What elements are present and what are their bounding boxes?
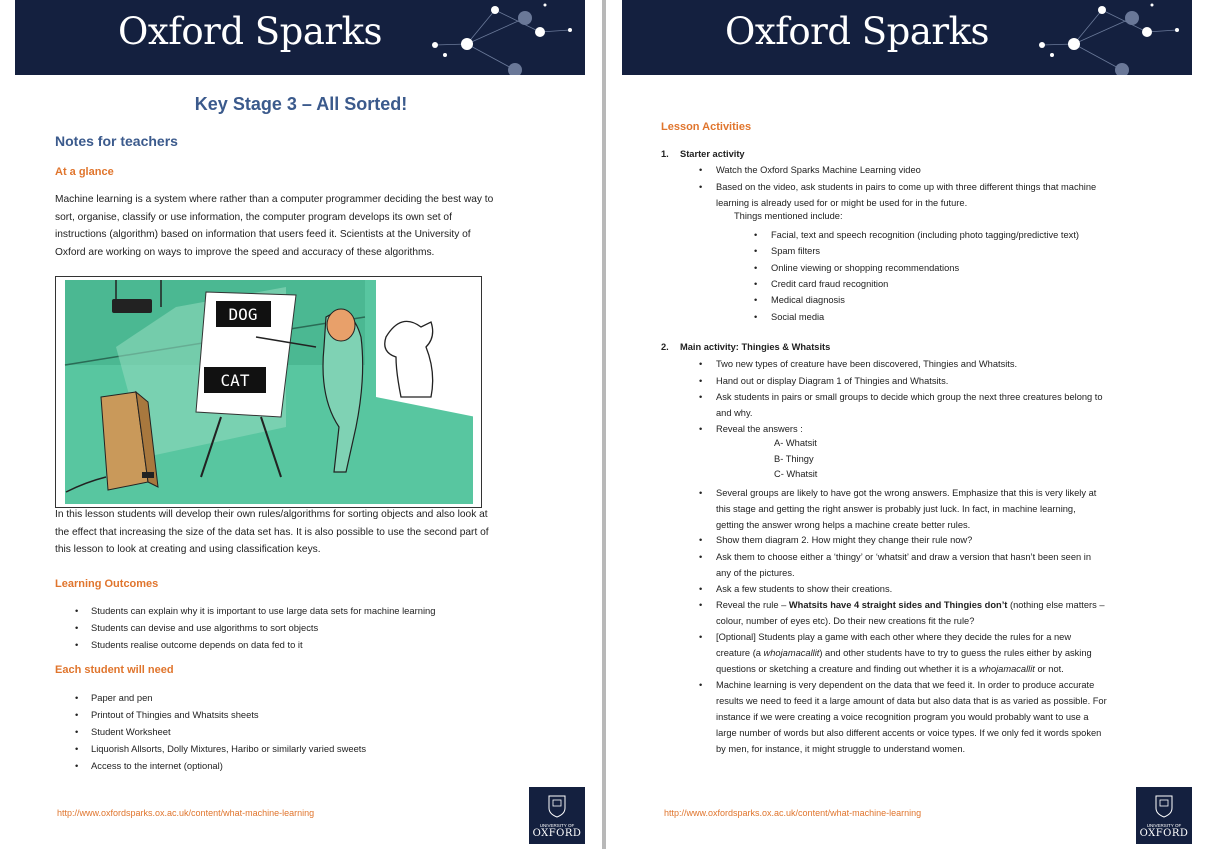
list-item: • Student Worksheet [55,723,366,740]
bullet-item [716,485,1151,533]
bullet-item [716,629,1151,677]
bullet-line: this stage and getting the right answer is probably just luck. In fact, in machine learning, [716,504,1076,514]
lesson-paragraph [55,506,545,559]
section-title: Main activity: Thingies & Whatsits [680,342,831,352]
bullet-line: • Ask students in pairs or small groups to decide which group the next three creatures belong to [716,392,1103,402]
text-span: questions or sketching a creature and finding out whether it is a [716,664,980,674]
bullet-item: • Reveal the answers : [716,421,1151,437]
rule-suffix: (nothing else matters – [1007,600,1105,610]
text-span: or not. [1034,664,1064,674]
bullet-item: • Show them diagram 2. How might they change their rule now? [716,532,1151,548]
rule-prefix: Reveal the rule – [716,600,789,610]
bullet-item: • Two new types of creature have been discovered, Thingies and Whatsits. [716,356,1151,372]
outcomes-list [55,602,435,653]
bullet-item [716,597,1151,629]
list-item: • Online viewing or shopping recommendations [771,260,1206,276]
glance-line: instructions (algorithm) based on information that users feed it. Scientists at the University of [55,229,471,241]
page-2 [606,0,1209,849]
footer-url-link[interactable]: http://www.oxfordsparks.ox.ac.uk/content/what-machine-learning [664,808,922,818]
logo-oxford: OXFORD [532,828,582,839]
lesson-line: the effect that increasing the size of the data set has. It is also possible to use the second part of [55,526,489,538]
needs-list [55,689,366,774]
list-item: • Social media [771,309,1206,325]
bullet-line: learning is already used for or might be used for in the future. [716,198,968,208]
bullet-line: and why. [716,408,753,418]
bullet-item: • Hand out or display Diagram 1 of Thingies and Whatsits. [716,373,1151,389]
need-heading: Each student will need [55,664,174,676]
text-span: ) and other students have to try to guess the rules either by asking [819,648,1092,658]
notes-heading: Notes for teachers [55,133,178,149]
lesson-activities [606,0,1209,849]
page-1 [0,0,602,849]
italic-term: whojamacallit [979,664,1035,674]
header-banner [15,0,585,75]
list-item: • Students can explain why it is important to use large data sets for machine learning [55,602,435,619]
rule-bold: Whatsits have 4 straight sides and Thingies don’t [788,600,1008,610]
constellation-graphic [415,0,585,75]
list-item: • Credit card fraud recognition [771,276,1206,292]
list-item: • Access to the internet (optional) [55,757,366,774]
answer-item: A- Whatsit [774,438,817,448]
glance-line: Machine learning is a system where rather than a computer programmer deciding the best way to [55,194,494,205]
section-number: 1. [661,149,669,159]
bullet-item: • Watch the Oxford Sparks Machine Learning video [716,162,1151,178]
cat-word: CAT [220,371,250,390]
italic-term: whojamacallit [763,648,820,658]
illustration-svg [56,277,481,507]
list-item: • Liquorish Allsorts, Dolly Mixtures, Haribo or similarly varied sweets [55,740,366,757]
bullet-line: by men, for instance, it might struggle to understand women. [716,744,966,754]
bullet-item [716,677,1151,757]
bullet-line [716,597,1151,613]
things-label: Things mentioned include: [734,211,843,221]
list-item: • Printout of Thingies and Whatsits sheets [55,706,366,723]
glance-heading: At a glance [55,166,114,178]
bullet-line: • Several groups are likely to have got the wrong answers. Emphasize that this is very likely at [716,488,1097,498]
oxford-logo [1136,787,1192,844]
crest-icon [1154,794,1174,818]
bullet-item: • Ask a few students to show their creations. [716,581,1151,597]
answer-item: B- Thingy [774,454,814,464]
brand-title: Oxford Sparks [118,10,382,53]
footer-url-link[interactable]: http://www.oxfordsparks.ox.ac.uk/content/what-machine-learning [57,808,315,818]
bullet-line: • Based on the video, ask students in pairs to come up with three different things that machine [716,182,1097,192]
activities-heading: Lesson Activities [661,121,752,133]
list-item: • Medical diagnosis [771,292,1206,308]
glance-line: Oxford are working on ways to improve the speed and accuracy of these algorithms. [55,246,435,258]
bullet-line: colour, number of eyes etc). Do their new creations fit the rule? [716,616,975,626]
list-item: • Spam filters [771,243,1206,259]
list-item: • Facial, text and speech recognition (including photo tagging/predictive text) [771,227,1206,243]
bullet-line [716,645,1151,661]
crest-icon [547,794,567,818]
bullet-line: • Machine learning is very dependent on the data that we feed it. In order to produce accurate [716,680,1095,690]
outcomes-heading: Learning Outcomes [55,578,159,590]
bullet-line: instance if we were creating a voice recognition program you would probably want to use a [716,712,1089,722]
bullet-line: getting the answer wrong helps a machine create better rules. [716,520,971,530]
logo-university-of: UNIVERSITY OF [1146,823,1182,828]
bullet-line: large number of words but also different accents or voice types. If we only fed it words spoken [716,728,1102,738]
bullet-line: any of the pictures. [716,568,795,578]
section-title: Starter activity [680,149,745,159]
bullet-item [716,389,1151,421]
lesson-line: In this lesson students will develop their own rules/algorithms for sorting objects and also look at [55,509,488,520]
section-number: 2. [661,342,669,352]
glance-line: sort, organise, classify or use information, the computer program develops its own set of [55,211,452,223]
classroom-illustration [55,276,482,508]
logo-oxford: OXFORD [1139,828,1189,839]
dog-word: DOG [228,305,258,324]
bullet-line: results we need to feed it a large amount of data but also data that is as varied as possible. For [716,696,1107,706]
brand-title: Oxford Sparks [725,10,989,53]
answer-item: C- Whatsit [774,469,818,479]
bullet-line [716,661,1151,677]
bullet-item [716,549,1151,581]
list-item: • Paper and pen [55,689,366,706]
list-item: • Students can devise and use algorithms to sort objects [55,619,435,636]
text-span: creature (a [716,648,764,658]
logo-university-of: UNIVERSITY OF [539,823,575,828]
glance-paragraph [55,191,545,261]
oxford-logo [529,787,585,844]
bullet-line: • Ask them to choose either a ‘thingy’ or ‘whatsit’ and draw a version that hasn’t been seen in [716,552,1092,562]
list-item: • Students realise outcome depends on data fed to it [55,636,435,653]
page-title: Key Stage 3 – All Sorted! [194,94,408,114]
lesson-line: this lesson to look at creating and using classification keys. [55,544,321,556]
bullet-line: • [Optional] Students play a game with each other where they decide the rules for a new [716,632,1072,642]
bullet-item [716,179,1151,211]
